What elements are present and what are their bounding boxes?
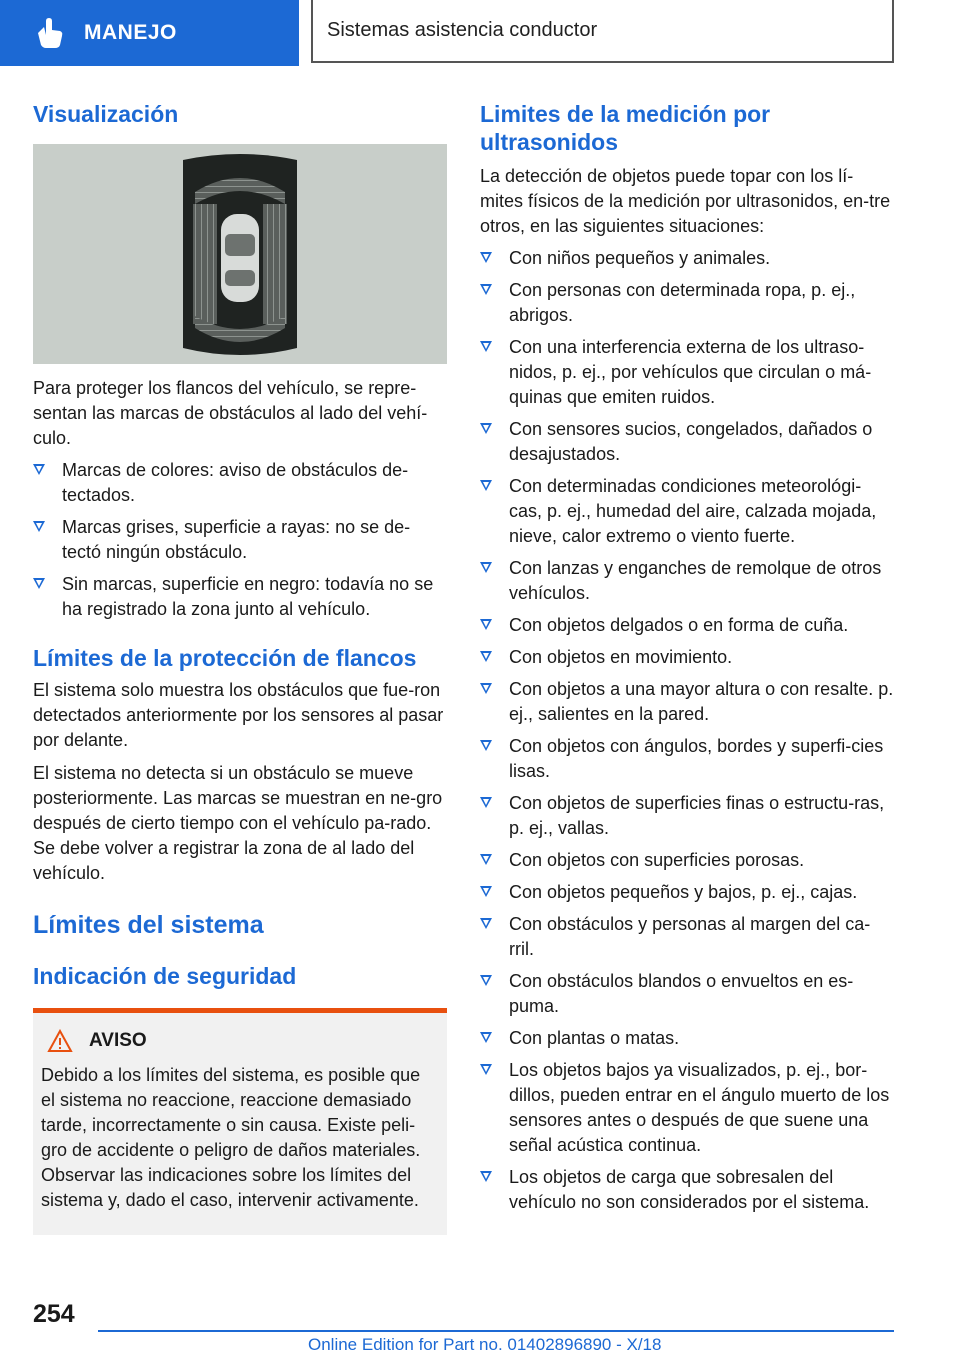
car-sensor-image xyxy=(33,144,447,364)
bullet-triangle-icon xyxy=(480,562,492,573)
page-number: 254 xyxy=(33,1300,75,1328)
list-item: Marcas de colores: aviso de obstáculos de-tectados. xyxy=(33,458,447,508)
footer-divider xyxy=(98,1330,894,1332)
bullet-triangle-icon xyxy=(480,341,492,352)
list-item: Con personas con determinada ropa, p. ej., abrigos. xyxy=(480,278,894,328)
list-item: Sin marcas, superficie en negro: todavía no se ha registrado la zona junto al vehículo. xyxy=(33,572,447,622)
heading-sistema: Límites del sistema xyxy=(33,911,264,939)
bullet-triangle-icon xyxy=(480,797,492,808)
warning-text: Debido a los límites del sistema, es posible que el sistema no reaccione, reaccione demasiado tarde, incorrectamente o sin causa. Existe peli-gro de accidente o peligro de daños materiales. Observar las indicaciones sobre los límites del sistema y, dado el caso, intervenir activamente. xyxy=(41,1065,421,1210)
figure-caption: Para proteger los flancos del vehículo, se repre-sentan las marcas de obstáculos al lado del vehí-culo. xyxy=(33,378,428,448)
bullet-triangle-icon xyxy=(480,918,492,929)
list-item: Con objetos con superficies porosas. xyxy=(480,848,894,873)
list-item: Los objetos bajos ya visualizados, p. ej., bor-dillos, pueden entrar en el ángulo muerto de los sensores antes o después de que suene una señal acústica continua. xyxy=(480,1058,894,1158)
bullet-triangle-icon xyxy=(480,1032,492,1043)
ultrasound-limits-list xyxy=(480,246,894,1215)
intro-ultrasonidos: La detección de objetos puede topar con los lí-mites físicos de la medición por ultrasonidos, en-tre otros, en las siguientes situaciones: xyxy=(480,166,891,236)
heading-seguridad: Indicación de seguridad xyxy=(33,963,297,989)
footer-edition: Online Edition for Part no. 01402896890 - X/18 xyxy=(308,1335,662,1354)
bullet-triangle-icon xyxy=(480,423,492,434)
list-item: Con obstáculos blandos o envueltos en es-puma. xyxy=(480,969,894,1019)
bullet-triangle-icon xyxy=(480,683,492,694)
bullet-triangle-icon xyxy=(480,284,492,295)
steering-hand-icon xyxy=(30,13,70,53)
bullet-triangle-icon xyxy=(480,480,492,491)
list-item: Marcas grises, superficie a rayas: no se de-tectó ningún obstáculo. xyxy=(33,515,447,565)
bullet-triangle-icon xyxy=(480,252,492,263)
list-item: Con obstáculos y personas al margen del ca-rril. xyxy=(480,912,894,962)
bullet-triangle-icon xyxy=(480,1171,492,1182)
bullet-triangle-icon xyxy=(33,464,45,475)
bullet-triangle-icon xyxy=(480,619,492,630)
marks-list xyxy=(33,458,447,622)
section-title: MANEJO xyxy=(84,21,177,44)
left-column xyxy=(33,100,447,1235)
heading-flancos: Límites de la protección de flancos xyxy=(33,645,417,671)
list-item: Con niños pequeños y animales. xyxy=(480,246,894,271)
bullet-triangle-icon xyxy=(480,854,492,865)
list-item: Con lanzas y enganches de remolque de otros vehículos. xyxy=(480,556,894,606)
bullet-triangle-icon xyxy=(33,521,45,532)
warning-triangle-icon xyxy=(47,1029,73,1053)
list-item: Con objetos a una mayor altura o con resalte. p. ej., salientes en la pared. xyxy=(480,677,894,727)
heading-ultrasonidos: Limites de la medición por ultrasonidos xyxy=(480,101,771,155)
bullet-triangle-icon xyxy=(480,975,492,986)
warning-title: AVISO xyxy=(89,1030,147,1051)
bullet-triangle-icon xyxy=(33,578,45,589)
list-item: Con plantas o matas. xyxy=(480,1026,894,1051)
list-item: Con objetos pequeños y bajos, p. ej., cajas. xyxy=(480,880,894,905)
bullet-triangle-icon xyxy=(480,651,492,662)
section-tab xyxy=(0,0,299,66)
warning-header xyxy=(47,1029,439,1053)
chapter-title: Sistemas asistencia conductor xyxy=(327,19,598,41)
list-item: Con objetos en movimiento. xyxy=(480,645,894,670)
chapter-box xyxy=(311,0,894,63)
right-column xyxy=(480,100,894,1215)
para-flancos-2: El sistema no detecta si un obstáculo se mueve posteriormente. Las marcas se muestran en ne-gro después de cierto tiempo con el vehículo pa-rado. Se debe volver a registrar la zona de al lado del vehículo. xyxy=(33,763,443,883)
list-item: Con determinadas condiciones meteorológi-cas, p. ej., humedad del aire, calzada mojada, nieve, calor extremo o viento fuerte. xyxy=(480,474,894,549)
list-item: Con una interferencia externa de los ultraso-nidos, p. ej., por vehículos que circulan o má-quinas que emiten ruidos. xyxy=(480,335,894,410)
list-item: Con sensores sucios, congelados, dañados o desajustados. xyxy=(480,417,894,467)
warning-box xyxy=(33,1008,447,1235)
parking-visualization-figure xyxy=(33,144,447,364)
bullet-triangle-icon xyxy=(480,1064,492,1075)
heading-visualizacion: Visualización xyxy=(33,101,179,127)
list-item: Con objetos delgados o en forma de cuña. xyxy=(480,613,894,638)
para-flancos-1: El sistema solo muestra los obstáculos que fue-ron detectados anteriormente por los sensores al pasar por delante. xyxy=(33,680,444,750)
bullet-triangle-icon xyxy=(480,886,492,897)
list-item: Con objetos con ángulos, bordes y superfi-cies lisas. xyxy=(480,734,894,784)
bullet-triangle-icon xyxy=(480,740,492,751)
list-item: Con objetos de superficies finas o estructu-ras, p. ej., vallas. xyxy=(480,791,894,841)
list-item: Los objetos de carga que sobresalen del vehículo no son considerados por el sistema. xyxy=(480,1165,894,1215)
